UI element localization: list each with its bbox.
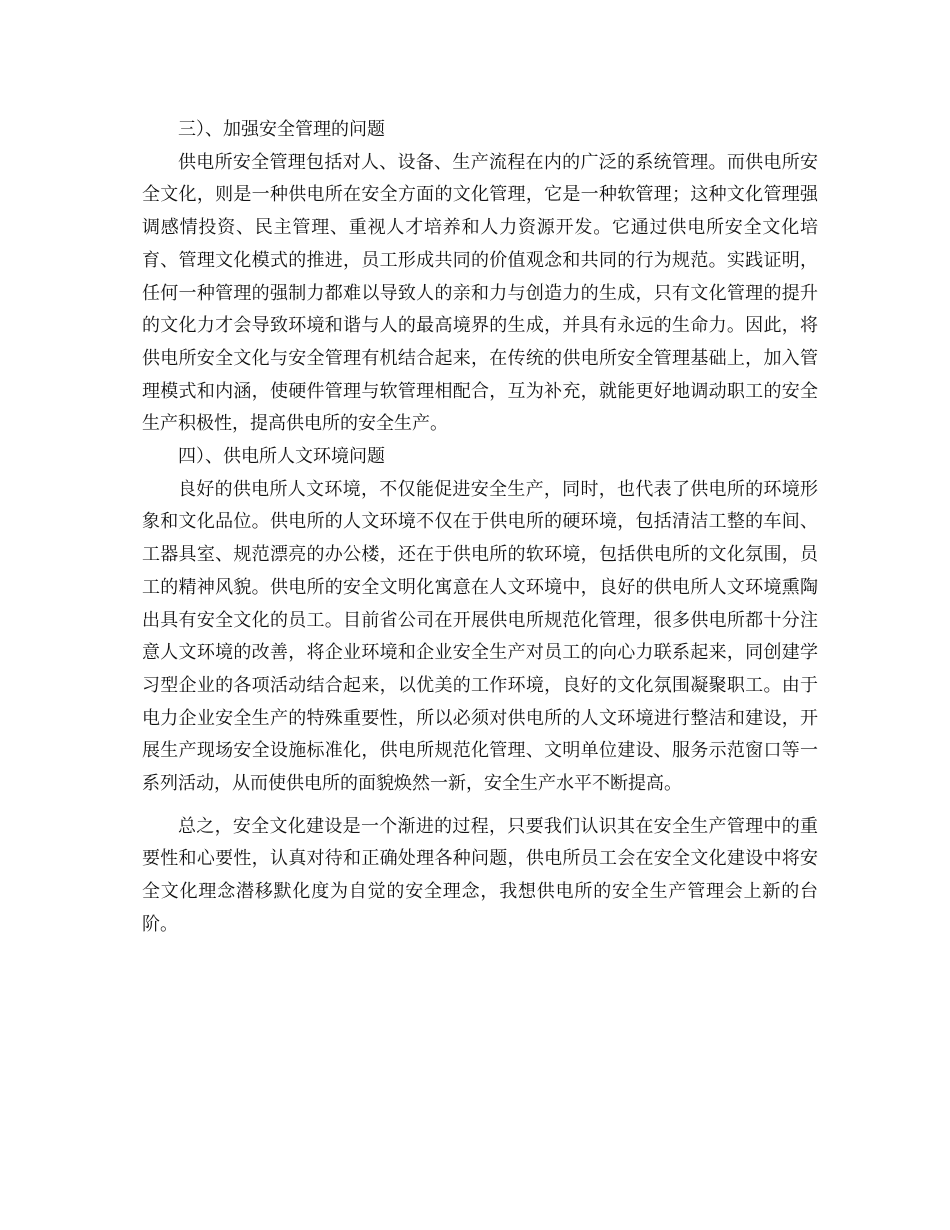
section-heading-4: 四）、供电所人文环境问题: [178, 446, 385, 468]
section-3-paragraph: 供电所安全管理包括对人、设备、生产流程在内的广泛的系统管理。而供电所安全文化，则是一种供电所在安全方面的文化管理，它是一种软管理；这种文化管理强调感情投资、民主管理、重视人才培养和人力资源开发。它通过供电所安全文化培育、管理文化模式的推进，员工形成共同的价值观念和共同的行为规范。实践证明，任何一种管理的强制力都难以导致人的亲和力与创造力的生成，只有文化管理的提升的文化力才会导致环境和谐与人的最高境界的生成，并具有永远的生命力。因此，将供电所安全文化与安全管理有机结合起来，在传统的供电所安全管理基础上，加入管理模式和内涵，使硬件管理与软管理相配合，互为补充，就能更好地调动职工的安全生产积极性，提高供电所的安全生产。: [142, 151, 818, 435]
conclusion-paragraph: 总之，安全文化建设是一个渐进的过程，只要我们认识其在安全生产管理中的重要性和心要性，认真对待和正确处理各种问题，供电所员工会在安全文化建设中将安全文化理念潜移默化度为自觉的安全理念，我想供电所的安全生产管理会上新的台阶。: [142, 815, 818, 935]
document-page: [142, 114, 818, 942]
section-4-paragraph: 良好的供电所人文环境，不仅能促进安全生产，同时，也代表了供电所的环境形象和文化品位。供电所的人文环境不仅在于供电所的硬环境，包括清洁工整的车间、工器具室、规范漂亮的办公楼，还在于供电所的软环境，包括供电所的文化氛围，员工的精神风貌。供电所的安全文明化寓意在人文环境中，良好的供电所人文环境熏陶出具有安全文化的员工。目前省公司在开展供电所规范化管理，很多供电所都十分注意人文环境的改善，将企业环境和企业安全生产对员工的向心力联系起来，同创建学习型企业的各项活动结合起来，以优美的工作环境，良好的文化氛围凝聚职工。由于电力企业安全生产的特殊重要性，所以必须对供电所的人文环境进行整洁和建设，开展生产现场安全设施标准化，供电所规范化管理、文明单位建设、服务示范窗口等一系列活动，从而使供电所的面貌焕然一新，安全生产水平不断提高。: [142, 478, 818, 795]
section-heading-3: 三）、加强安全管理的问题: [178, 119, 385, 140]
